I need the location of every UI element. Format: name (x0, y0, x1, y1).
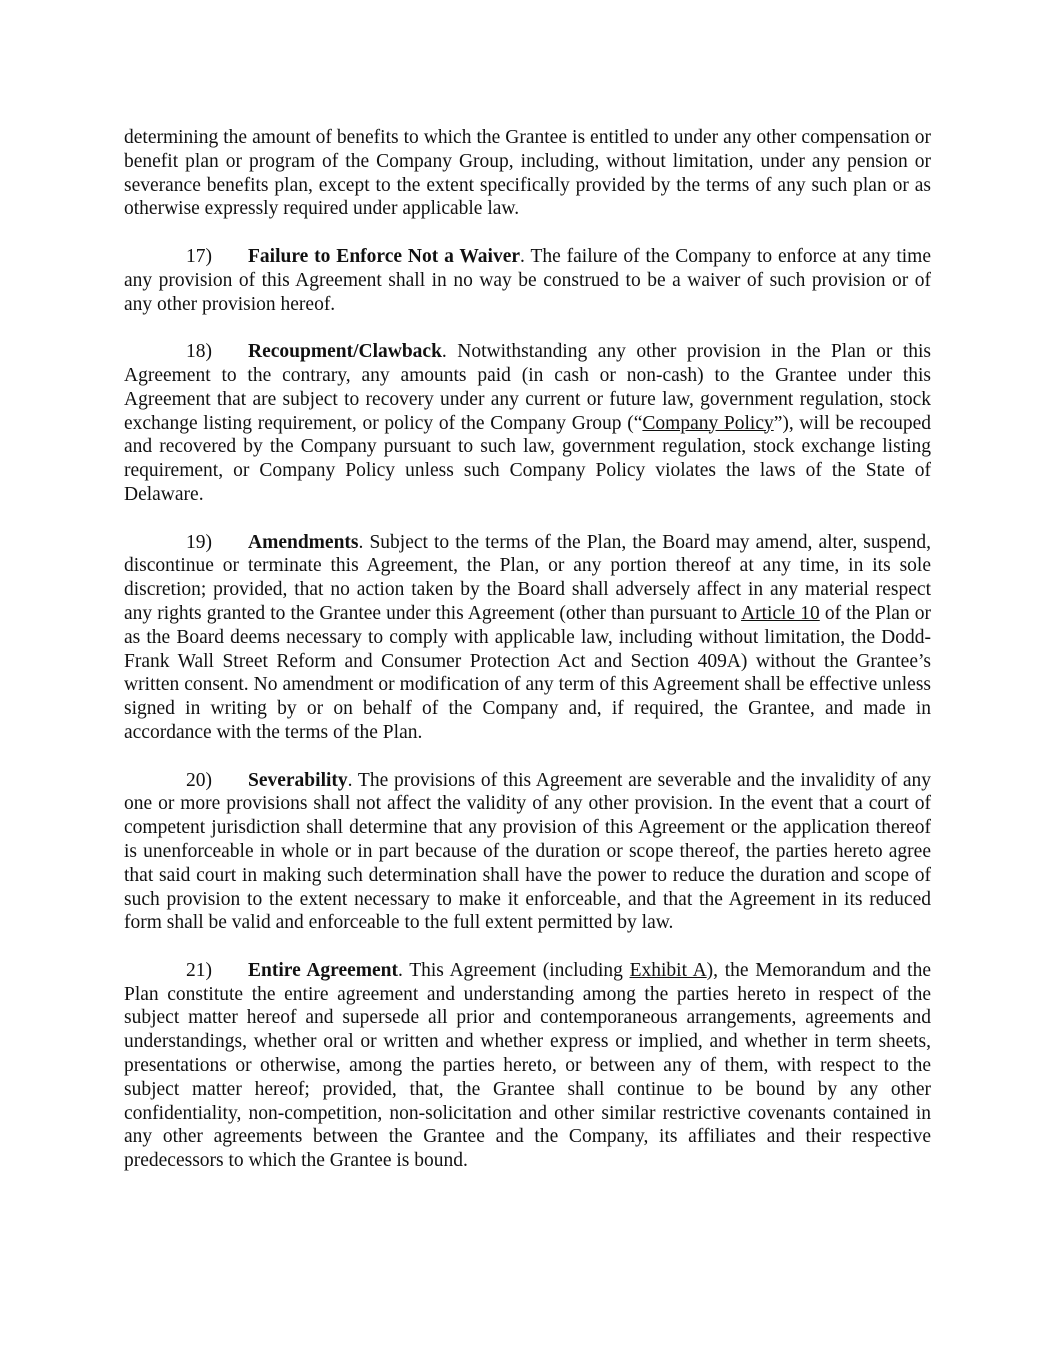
reference-exhibit-a: Exhibit A (629, 959, 707, 981)
section-19 (124, 531, 931, 745)
section-number: 19) (186, 531, 212, 553)
continuation-paragraph: determining the amount of benefits to which the Grantee is entitled to under any other compensation or benefit plan or program of the Company Group, including, without limitation, under any pension or severance benefits plan, except to the extent specifically provided by the terms of any such plan or as otherwise expressly required under applicable law. (124, 127, 931, 220)
section-body: . This Agreement (including (398, 959, 630, 981)
section-21 (124, 959, 931, 1173)
section-body-continued: of the Plan or as the Board deems necessary to comply with applicable law, including without limitation, the Dodd-Frank Wall Street Reform and Consumer Protection Act and Section 409A) without the Grantee’s written consent. No amendment or modification of any term of this Agreement shall be effective unless signed in writing by or on behalf of the Company and, if required, the Grantee, and made in accordance with the terms of the Plan. (124, 602, 931, 743)
section-heading: Severability (248, 769, 348, 791)
section-number: 20) (186, 769, 212, 791)
section-heading: Amendments (248, 531, 359, 553)
section-18 (124, 340, 931, 507)
defined-term-company-policy: Company Policy (642, 412, 774, 434)
section-body: . The failure of the Company to enforce at any time any provision of this Agreement shall in no way be construed to be a waiver of such provision or of any other provision hereof. (124, 245, 931, 315)
section-body-continued: ”), will be recouped and recovered by the Company pursuant to such law, government regulation, stock exchange listing requirement, or Company Policy unless such Company Policy violates the laws of the State of Delaware. (124, 412, 931, 505)
section-body: . Subject to the terms of the Plan, the Board may amend, alter, suspend, discontinue or terminate this Agreement, the Plan, or any portion thereof at any time, in its sole discretion; provided, that no action taken by the Board shall adversely affect in any material respect any rights granted to the Grantee under this Agreement (other than pursuant to (124, 531, 931, 624)
section-20 (124, 769, 931, 936)
section-number: 17) (186, 245, 212, 267)
section-body-continued: ), the Memorandum and the Plan constitute the entire agreement and understanding among the parties hereto in respect of the subject matter hereof and supersede all prior and contemporaneous arrangements, agreements and understandings, whether oral or written and whether express or implied, and whether in term sheets, presentations or otherwise, among the parties hereto, or between any of them, with respect to the subject matter hereof; provided, that, the Grantee shall continue to be bound by any other confidentiality, non-competition, non-solicitation and other similar restrictive covenants contained in any other agreements between the Grantee and the Company, its affiliates and their respective predecessors to which the Grantee is bound. (124, 959, 931, 1172)
reference-article-10: Article 10 (741, 602, 820, 624)
section-body: . Notwithstanding any other provision in the Plan or this Agreement to the contrary, any amounts paid (in cash or non-cash) to the Grantee under this Agreement that are subject to recovery under any current or future law, government regulation, stock exchange listing requirement, or policy of the Company Group (“ (124, 341, 931, 434)
section-heading: Entire Agreement (248, 959, 398, 981)
section-number: 18) (186, 341, 212, 363)
section-17 (124, 245, 931, 316)
section-heading: Recoupment/Clawback (248, 341, 442, 363)
section-body: . The provisions of this Agreement are severable and the invalidity of any one or more provisions shall not affect the validity of any other provision. In the event that a court of competent jurisdiction shall determine that any provision of this Agreement or the application thereof is unenforceable in whole or in part because of the duration or scope thereof, the parties hereto agree that said court in making such determination shall have the power to reduce the duration and scope of such provision to the extent necessary to make it enforceable, and that the Agreement in its reduced form shall be valid and enforceable to the full extent permitted by law. (124, 769, 931, 934)
document-page (124, 126, 931, 1197)
section-heading: Failure to Enforce Not a Waiver (248, 245, 521, 267)
section-number: 21) (186, 959, 212, 981)
